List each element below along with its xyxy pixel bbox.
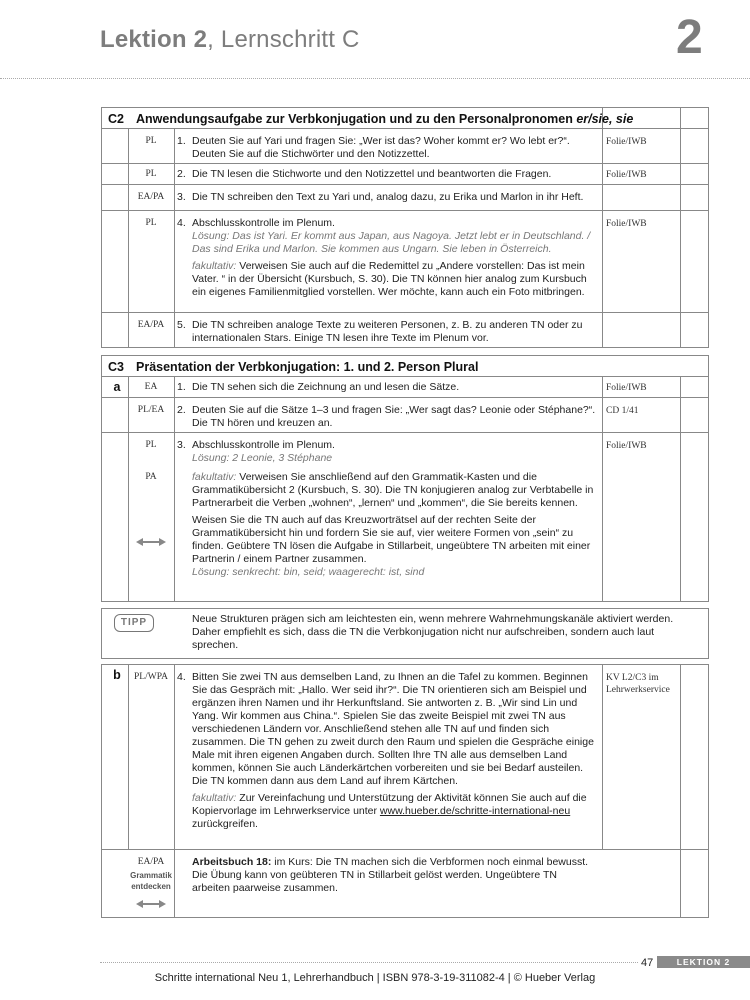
- section-c3b: [101, 664, 709, 918]
- table-row: EA/PA 5. Die TN schreiben analoge Texte zu weiteren Personen, z. B. zu anderen TN oder zu internationalen Stars. Einige TN lesen ihre Texte im Plenum vor.: [102, 312, 708, 351]
- section-header: C2 Anwendungsaufgabe zur Verbkonjugation und zu den Personalpronomen er/sie, sie: [108, 112, 634, 126]
- footer-divider: [100, 962, 638, 963]
- tipp-text: Neue Strukturen prägen sich am leichtesten ein, wenn mehrere Wahrnehmungskanäle aktiviert werden. Daher empfiehlt es sich, dass die TN die Verbkonjugation nicht nur aufschreiben, sondern auch laut sprechen.: [192, 613, 674, 651]
- header-divider: [0, 78, 750, 79]
- table-row: PL 1. Deuten Sie auf Yari und fragen Sie: „Wer ist das? Woher kommt er? Wo lebt er?“. Deuten Sie auf die Stichwörter und den Notizzettel. Folie/IWB: [102, 128, 708, 163]
- section-header: C3 Präsentation der Verbkonjugation: 1. und 2. Person Plural: [108, 360, 479, 374]
- section-c3: [101, 355, 709, 602]
- footer-citation: Schritte international Neu 1, Lehrerhandbuch | ISBN 978-3-19-311082-4 | © Hueber Verlag: [154, 972, 596, 984]
- table-row: EA/PA 3. Die TN schreiben den Text zu Yari und, analog dazu, zu Erika und Marlon in ihr Heft.: [102, 184, 708, 210]
- tipp-box: [101, 608, 709, 659]
- lesson-number: 2: [676, 11, 703, 64]
- hueber-link[interactable]: www.hueber.de/schritte-international-neu: [379, 805, 571, 817]
- table-row: PL 2. Die TN lesen die Stichworte und den Notizzettel und beantworten die Fragen. Folie/IWB: [102, 163, 708, 184]
- footer-lesson-label: LEKTION 2: [657, 956, 750, 968]
- table-row: EA/PA Grammatik entdecken Arbeitsbuch 18: im Kurs: Die TN machen sich die Verbformen noch einmal bewusst. Die Übung kann von geübteren TN in Stillarbeit gelöst werden. Ungeübtere TN arbeiten paarweise zusammen.: [102, 849, 708, 917]
- differentiation-arrow-icon: [136, 537, 166, 547]
- differentiation-arrow-icon: [136, 899, 166, 909]
- page-number: 47: [641, 957, 654, 969]
- table-row: PL PA 3. Abschlusskontrolle im Plenum. Lösung: 2 Leonie, 3 Stéphane fakultativ: Verweisen Sie anschließend auf den Grammatik-Kasten und die Grammatikübersicht 2 (Kursbuch, S. 30). Die TN konjugieren analog zur Verbtabelle in Partnerarbeit die Verben „wohnen“, „lernen“ und „kommen“, die Sie bereits kennen. Weisen Sie die TN auch auf das Kreuzworträtsel auf der rechten Seite der Grammatikübersicht hin und fordern Sie sie auf, vier weitere Formen von „sein“ zu finden. Geübtere TN lösen die Aufgabe in Stillarbeit, ungeübtere TN arbeiten mit einer Partnerin / einem Partner zusammen. Lösung: senkrecht: bin, seid; waagerecht: ist, sind Folie/IWB: [102, 432, 708, 604]
- section-c2: [101, 107, 709, 348]
- table-row: PL 4. Abschlusskontrolle im Plenum. Lösung: Das ist Yari. Er kommt aus Japan, aus Nagoya. Jetzt lebt er in Deutschland. / Das sind Erika und Marlon. Sie kommen aus Ungarn. Sie leben in Österreich. fakultativ: Verweisen Sie auch auf die Redemittel zu „Andere vorstellen: Das ist mein Vater. “ in der Übersicht (Kursbuch, S. 30). Die TN können hier analog zum Kursbuch ein eigenes Familienmitglied vorstellen. Wer möchte, kann auch ein Foto mitbringen. Folie/IWB: [102, 210, 708, 312]
- page-title: Lektion 2, Lernschritt C: [100, 26, 360, 53]
- tipp-badge: TIPP: [114, 614, 154, 632]
- table-row: a EA 1. Die TN sehen sich die Zeichnung an und lesen die Sätze. Folie/IWB: [102, 376, 708, 397]
- table-row: b PL/WPA 4. Bitten Sie zwei TN aus demselben Land, zu Ihnen an die Tafel zu kommen. Beginnen Sie das Gespräch mit: „Hallo. Wer seid ihr?“. Die TN orientieren sich am Beispiel und ergänzen ihren Namen und ihr Herkunftsland. Sie antworten z. B. „Wir sind Lin und Yang. Wir kommen aus China.“. Spielen Sie das zweite Beispiel mit zwei TN aus verschiedenen Ländern vor. Anschließend stehen alle TN auf und finden sich zusammen. Die TN gehen zu zweit durch den Raum und spielen die Gespräche einige Male mit ihren eigenen Angaben durch. Sollten Ihre TN alle aus demselben Land kommen, können Sie auch Länderkärtchen vorbereiten und sie bei Bedarf austeilen. Die TN kommen dann aus dem Land auf ihrem Kärtchen. fakultativ: Zur Vereinfachung und Unterstützung der Aktivität können Sie auch auf die Kopiervorlage im Lehrwerkservice unter www.hueber.de/schritte-international-neu zurückgreifen. KV L2/C3 im Lehrwerkservice: [113, 668, 670, 830]
- table-row: PL/EA 2. Deuten Sie auf die Sätze 1–3 und fragen Sie: „Wer sagt das? Leonie oder Stéphane?“. Die TN hören und kreuzen an. CD 1/41: [102, 397, 708, 432]
